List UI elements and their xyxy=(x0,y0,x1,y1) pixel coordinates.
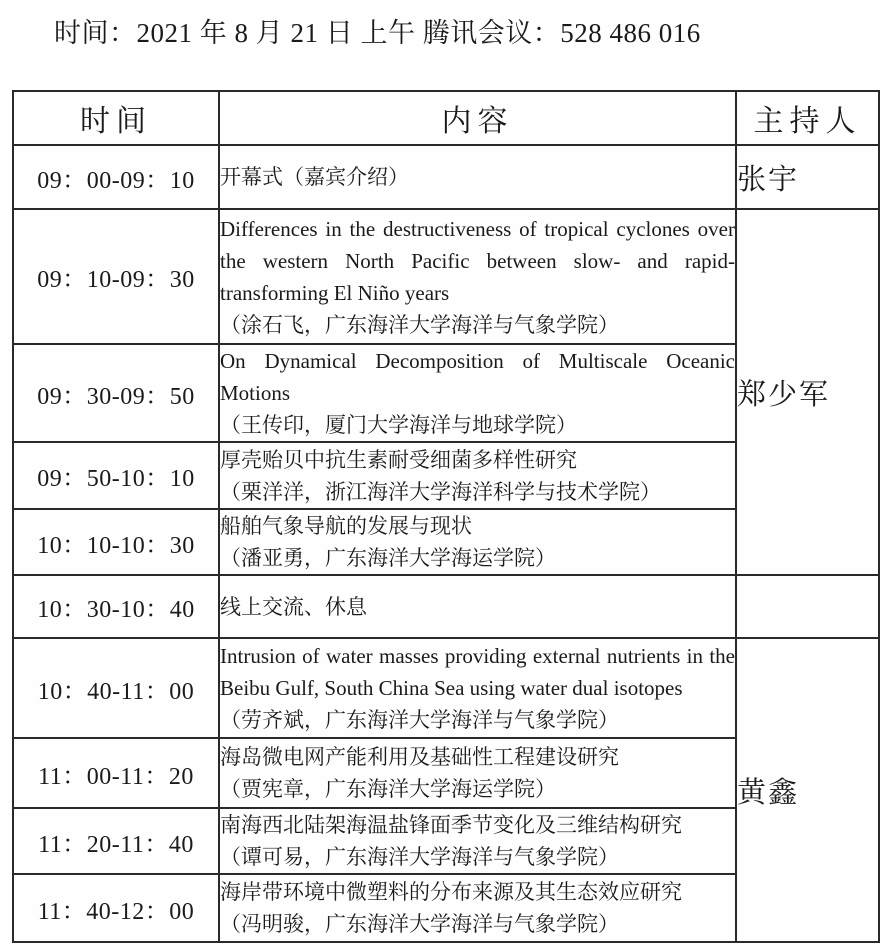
session-title: 南海西北陆架海温盐锋面季节变化及三维结构研究 xyxy=(220,813,682,837)
host-cell: 黄鑫 xyxy=(736,638,879,942)
content-cell xyxy=(219,874,736,942)
time-cell: 11：20-11：40 xyxy=(13,808,219,874)
host-cell: 郑少军 xyxy=(736,209,879,575)
time-cell: 09：00-09：10 xyxy=(13,145,219,209)
content-cell xyxy=(219,808,736,874)
host-cell xyxy=(736,575,879,638)
session-speaker: （冯明骏，广东海洋大学海洋与气象学院） xyxy=(220,912,619,936)
session-title: 开幕式（嘉宾介绍） xyxy=(220,165,409,189)
session-title: On Dynamical Decomposition of Multiscale Oceanic Motions xyxy=(220,349,735,405)
session-title: 海岛微电网产能利用及基础性工程建设研究 xyxy=(220,745,619,769)
time-cell: 11：40-12：00 xyxy=(13,874,219,942)
table-header-row xyxy=(13,91,879,145)
content-cell xyxy=(219,575,736,638)
schedule-table xyxy=(12,90,880,943)
column-header-time: 时间 xyxy=(13,91,219,145)
content-cell xyxy=(219,638,736,738)
content-cell xyxy=(219,209,736,344)
session-title: 海岸带环境中微塑料的分布来源及其生态效应研究 xyxy=(220,880,682,904)
time-cell: 10：40-11：00 xyxy=(13,638,219,738)
session-speaker: （贾宪章，广东海洋大学海运学院） xyxy=(220,777,556,801)
table-row xyxy=(13,638,879,738)
session-speaker: （潘亚勇，广东海洋大学海运学院） xyxy=(220,546,556,570)
content-cell xyxy=(219,145,736,209)
time-cell: 09：10-09：30 xyxy=(13,209,219,344)
session-title: Differences in the destructiveness of tropical cyclones over the western North Pacific between slow- and rapid-transforming El Niño years xyxy=(220,216,735,305)
session-title: Intrusion of water masses providing external nutrients in the Beibu Gulf, South China Sea using water dual isotopes xyxy=(220,644,735,700)
session-speaker: （王传印，厦门大学海洋与地球学院） xyxy=(220,413,577,437)
time-cell: 10：30-10：40 xyxy=(13,575,219,638)
meeting-info-line: 时间：2021 年 8 月 21 日 上午 腾讯会议：528 486 016 xyxy=(54,18,701,48)
session-speaker: （谭可易，广东海洋大学海洋与气象学院） xyxy=(220,845,619,869)
host-cell: 张宇 xyxy=(736,145,879,209)
time-cell: 09：50-10：10 xyxy=(13,442,219,509)
session-speaker: （劳齐斌，广东海洋大学海洋与气象学院） xyxy=(220,708,619,732)
table-row xyxy=(13,575,879,638)
table-row xyxy=(13,145,879,209)
time-cell: 11：00-11：20 xyxy=(13,738,219,808)
content-cell xyxy=(219,738,736,808)
content-cell xyxy=(219,442,736,509)
session-title: 船舶气象导航的发展与现状 xyxy=(220,514,472,538)
content-cell xyxy=(219,344,736,442)
column-header-content: 内容 xyxy=(219,91,736,145)
session-speaker: （栗洋洋，浙江海洋大学海洋科学与技术学院） xyxy=(220,479,661,504)
table-row xyxy=(13,209,879,344)
column-header-host: 主持人 xyxy=(736,91,879,145)
session-title: 厚壳贻贝中抗生素耐受细菌多样性研究 xyxy=(220,447,577,472)
session-title: 线上交流、休息 xyxy=(220,594,367,619)
session-speaker: （涂石飞，广东海洋大学海洋与气象学院） xyxy=(220,312,619,337)
time-cell: 10：10-10：30 xyxy=(13,509,219,575)
time-cell: 09：30-09：50 xyxy=(13,344,219,442)
content-cell xyxy=(219,509,736,575)
